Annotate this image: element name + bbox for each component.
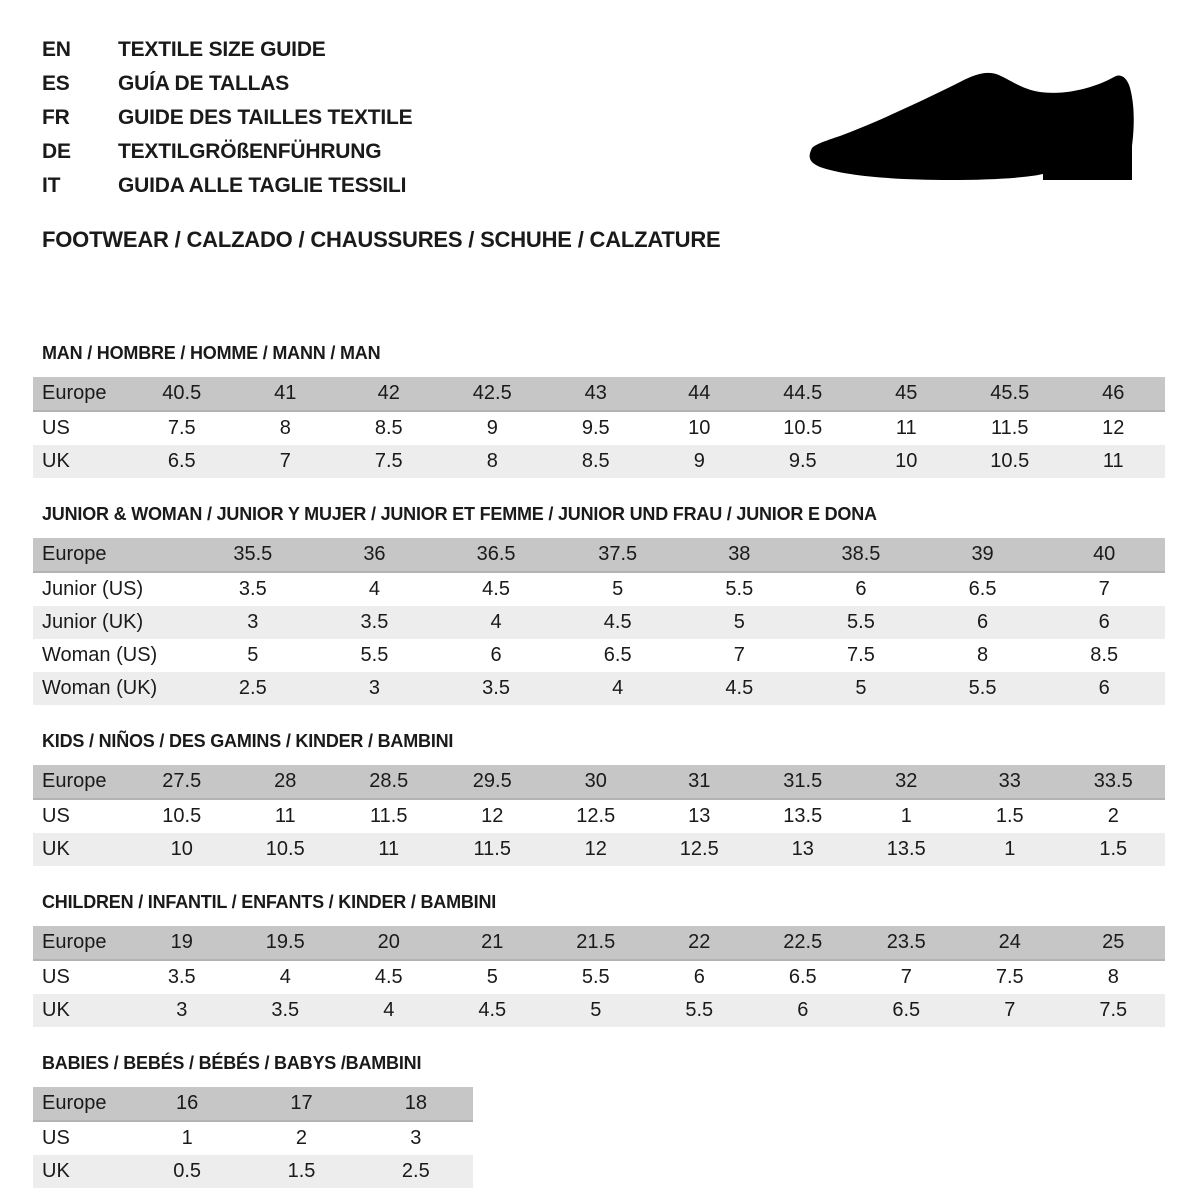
size-cell: 23.5 xyxy=(855,926,959,960)
size-cell: 13 xyxy=(791,838,814,860)
size-cell: 28 xyxy=(234,765,338,799)
size-section-man xyxy=(33,343,1165,478)
size-cell: 7.5 xyxy=(847,644,875,666)
size-cell: 6 xyxy=(855,578,867,600)
size-cell: 31 xyxy=(648,765,752,799)
row-label: UK xyxy=(42,838,70,860)
size-cell: 41 xyxy=(234,377,338,411)
size-cell: 24 xyxy=(958,926,1062,960)
size-cell: 8.5 xyxy=(374,417,403,439)
size-cell: 6.5 xyxy=(968,578,997,600)
size-cell: 8.5 xyxy=(1090,644,1119,666)
size-cell: 12.5 xyxy=(679,838,719,860)
size-cell: 5.5 xyxy=(685,999,714,1021)
size-cell: 33.5 xyxy=(1062,765,1166,799)
size-cell: 11.5 xyxy=(370,805,408,827)
language-code: EN xyxy=(42,38,71,61)
size-cell: 8 xyxy=(279,417,291,439)
size-cell: 9.5 xyxy=(788,450,817,472)
size-cell: 29.5 xyxy=(441,765,545,799)
size-cell: 38 xyxy=(679,538,801,572)
row-label: Junior (US) xyxy=(42,578,144,600)
size-table-junior-woman xyxy=(33,538,1165,705)
size-cell: 22.5 xyxy=(751,926,855,960)
size-section-junior-woman xyxy=(33,504,1165,705)
size-cell: 11 xyxy=(895,417,917,439)
size-cell: 4.5 xyxy=(482,578,510,600)
size-cell: 4.5 xyxy=(725,677,754,699)
size-cell: 5 xyxy=(590,999,602,1021)
size-cell: 7 xyxy=(900,966,912,988)
size-cell: 2 xyxy=(295,1127,308,1149)
size-cell: 6 xyxy=(490,644,502,666)
size-cell: 10 xyxy=(895,450,918,472)
table-row-babies-us xyxy=(33,1121,473,1155)
table-row-kids-europe xyxy=(33,765,1165,799)
size-cell: 11 xyxy=(274,805,296,827)
size-cell: 5 xyxy=(855,677,867,699)
size-table-children xyxy=(33,926,1165,1027)
table-row-junior-woman-woman-uk xyxy=(33,672,1165,705)
language-code: ES xyxy=(42,72,70,95)
language-code: DE xyxy=(42,140,71,163)
row-label: UK xyxy=(42,450,70,472)
section-title-babies: BABIES / BEBÉS / BÉBÉS / BABYS /BAMBINI xyxy=(42,1053,422,1073)
size-cell: 6.5 xyxy=(603,644,632,666)
size-cell: 16 xyxy=(130,1087,244,1121)
size-cell: 5 xyxy=(486,966,498,988)
size-cell: 2.5 xyxy=(401,1160,430,1182)
size-table-kids xyxy=(33,765,1165,866)
size-cell: 6 xyxy=(693,966,705,988)
size-cell: 40.5 xyxy=(130,377,234,411)
size-cell: 5.5 xyxy=(581,966,610,988)
size-cell: 3.5 xyxy=(360,611,389,633)
row-label: US xyxy=(42,966,70,988)
size-cell: 12 xyxy=(1102,417,1125,439)
language-guide-title: TEXTILGRÖßENFÜHRUNG xyxy=(118,140,382,163)
size-cell: 4 xyxy=(612,677,624,699)
size-cell: 3.5 xyxy=(271,999,300,1021)
size-cell: 7 xyxy=(733,644,745,666)
size-cell: 10 xyxy=(170,838,193,860)
size-cell: 12.5 xyxy=(576,805,616,827)
size-cell: 30 xyxy=(544,765,648,799)
size-cell: 11 xyxy=(1102,450,1124,472)
row-label: Europe xyxy=(33,538,192,572)
size-cell: 19 xyxy=(130,926,234,960)
size-cell: 11 xyxy=(378,838,400,860)
row-label: Woman (UK) xyxy=(42,677,158,699)
size-cell: 6 xyxy=(797,999,809,1021)
size-cell: 7.5 xyxy=(1099,999,1128,1021)
size-cell: 6 xyxy=(1098,611,1110,633)
size-cell: 10.5 xyxy=(265,838,305,860)
size-cell: 42.5 xyxy=(441,377,545,411)
size-cell: 12 xyxy=(584,838,607,860)
size-cell: 21.5 xyxy=(544,926,648,960)
size-cell: 4 xyxy=(368,578,380,600)
size-cell: 4.5 xyxy=(478,999,507,1021)
size-cell: 36 xyxy=(314,538,436,572)
row-label: UK xyxy=(42,999,70,1021)
size-cell: 8 xyxy=(1107,966,1119,988)
size-cell: 6 xyxy=(977,611,989,633)
size-cell: 9.5 xyxy=(581,417,610,439)
size-cell: 45 xyxy=(855,377,959,411)
size-cell: 44 xyxy=(648,377,752,411)
size-cell: 11.5 xyxy=(473,838,511,860)
table-row-kids-uk xyxy=(33,833,1165,866)
size-cell: 1 xyxy=(181,1127,193,1149)
size-cell: 3 xyxy=(368,677,380,699)
language-guide-title: GUIDE DES TAILLES TEXTILE xyxy=(118,106,413,129)
size-cell: 4 xyxy=(279,966,291,988)
table-row-man-us xyxy=(33,411,1165,445)
table-row-junior-woman-woman-us xyxy=(33,639,1165,672)
size-tables xyxy=(0,343,1200,1188)
size-cell: 9 xyxy=(486,417,498,439)
size-cell: 5.5 xyxy=(847,611,875,633)
size-cell: 7.5 xyxy=(167,417,196,439)
size-cell: 1 xyxy=(900,805,912,827)
row-label: UK xyxy=(42,1160,70,1182)
table-row-man-uk xyxy=(33,445,1165,478)
row-label: Europe xyxy=(33,765,130,799)
size-cell: 3.5 xyxy=(167,966,196,988)
size-cell: 1.5 xyxy=(995,805,1024,827)
dress-shoe-icon xyxy=(800,70,1145,188)
size-cell: 13.5 xyxy=(783,805,823,827)
size-cell: 40 xyxy=(1043,538,1165,572)
section-title-junior-woman: JUNIOR & WOMAN / JUNIOR Y MUJER / JUNIOR ET FEMME / JUNIOR UND FRAU / JUNIOR E DONA xyxy=(42,504,877,524)
size-cell: 0.5 xyxy=(173,1160,202,1182)
size-cell: 33 xyxy=(958,765,1062,799)
size-cell: 2.5 xyxy=(238,677,267,699)
table-row-junior-woman-junior-uk xyxy=(33,606,1165,639)
table-row-children-uk xyxy=(33,994,1165,1027)
row-label: Europe xyxy=(33,1087,130,1121)
size-cell: 7.5 xyxy=(374,450,403,472)
size-table-man xyxy=(33,377,1165,478)
table-row-children-europe xyxy=(33,926,1165,960)
size-cell: 4.5 xyxy=(374,966,403,988)
size-cell: 13.5 xyxy=(886,838,926,860)
size-cell: 4.5 xyxy=(603,611,632,633)
size-cell: 1.5 xyxy=(1099,838,1128,860)
size-cell: 10.5 xyxy=(990,450,1030,472)
size-cell: 12 xyxy=(481,805,504,827)
size-cell: 27.5 xyxy=(130,765,234,799)
size-section-babies xyxy=(33,1053,1165,1188)
size-cell: 39 xyxy=(922,538,1044,572)
size-cell: 35.5 xyxy=(192,538,314,572)
size-cell: 1 xyxy=(1004,838,1016,860)
language-guide-title: TEXTILE SIZE GUIDE xyxy=(118,38,326,61)
size-table-babies xyxy=(33,1087,473,1188)
language-guide-title: GUÍA DE TALLAS xyxy=(118,72,290,95)
section-title-children: CHILDREN / INFANTIL / ENFANTS / KINDER / BAMBINI xyxy=(42,892,497,912)
row-label: Junior (UK) xyxy=(42,611,144,633)
size-section-children xyxy=(33,892,1165,1027)
size-cell: 17 xyxy=(244,1087,358,1121)
size-cell: 4 xyxy=(383,999,395,1021)
size-cell: 43 xyxy=(544,377,648,411)
row-label: Woman (US) xyxy=(42,644,158,666)
size-cell: 3 xyxy=(410,1127,422,1149)
table-row-man-europe xyxy=(33,377,1165,411)
size-cell: 1.5 xyxy=(287,1160,316,1182)
size-cell: 5 xyxy=(247,644,259,666)
table-row-children-us xyxy=(33,960,1165,994)
size-cell: 21 xyxy=(441,926,545,960)
size-cell: 13 xyxy=(688,805,711,827)
size-cell: 18 xyxy=(359,1087,473,1121)
size-section-kids xyxy=(33,731,1165,866)
size-cell: 7 xyxy=(1004,999,1016,1021)
size-cell: 5 xyxy=(733,611,745,633)
table-row-kids-us xyxy=(33,799,1165,833)
size-cell: 22 xyxy=(648,926,752,960)
size-cell: 4 xyxy=(490,611,502,633)
size-cell: 37.5 xyxy=(557,538,679,572)
size-cell: 31.5 xyxy=(751,765,855,799)
size-cell: 7 xyxy=(279,450,291,472)
size-cell: 3.5 xyxy=(482,677,510,699)
size-cell: 38.5 xyxy=(800,538,922,572)
language-guide-title: GUIDA ALLE TAGLIE TESSILI xyxy=(118,174,407,197)
size-cell: 8.5 xyxy=(581,450,610,472)
size-cell: 42 xyxy=(337,377,441,411)
size-cell: 10 xyxy=(688,417,711,439)
size-cell: 5 xyxy=(612,578,624,600)
size-cell: 6.5 xyxy=(788,966,817,988)
size-cell: 46 xyxy=(1062,377,1166,411)
size-cell: 8 xyxy=(486,450,498,472)
table-row-junior-woman-europe xyxy=(33,538,1165,572)
size-cell: 5.5 xyxy=(360,644,389,666)
size-cell: 45.5 xyxy=(958,377,1062,411)
table-row-junior-woman-junior-us xyxy=(33,572,1165,606)
size-cell: 3 xyxy=(247,611,259,633)
size-cell: 20 xyxy=(337,926,441,960)
row-label: Europe xyxy=(33,377,130,411)
language-code: IT xyxy=(42,174,61,197)
size-cell: 7.5 xyxy=(995,966,1024,988)
language-code: FR xyxy=(42,106,70,129)
section-title-man: MAN / HOMBRE / HOMME / MANN / MAN xyxy=(42,343,381,363)
size-cell: 9 xyxy=(693,450,705,472)
row-label: US xyxy=(42,1127,70,1149)
size-cell: 6.5 xyxy=(892,999,921,1021)
size-cell: 11.5 xyxy=(991,417,1029,439)
row-label: US xyxy=(42,805,70,827)
category-line: FOOTWEAR / CALZADO / CHAUSSURES / SCHUHE / CALZATURE xyxy=(42,227,721,252)
size-cell: 8 xyxy=(977,644,989,666)
size-cell: 2 xyxy=(1107,805,1119,827)
table-row-babies-uk xyxy=(33,1155,473,1188)
size-cell: 44.5 xyxy=(751,377,855,411)
row-label: Europe xyxy=(33,926,130,960)
table-row-babies-europe xyxy=(33,1087,473,1121)
size-cell: 19.5 xyxy=(234,926,338,960)
size-cell: 6 xyxy=(1098,677,1110,699)
size-cell: 5.5 xyxy=(968,677,997,699)
size-cell: 3 xyxy=(176,999,188,1021)
size-cell: 10.5 xyxy=(162,805,202,827)
language-row xyxy=(42,33,1200,67)
size-cell: 3.5 xyxy=(238,578,267,600)
size-cell: 7 xyxy=(1098,578,1110,600)
section-title-kids: KIDS / NIÑOS / DES GAMINS / KINDER / BAMBINI xyxy=(42,731,454,751)
row-label: US xyxy=(42,417,70,439)
size-cell: 28.5 xyxy=(337,765,441,799)
size-cell: 36.5 xyxy=(435,538,557,572)
size-cell: 6.5 xyxy=(167,450,196,472)
size-cell: 5.5 xyxy=(725,578,754,600)
size-cell: 10.5 xyxy=(783,417,823,439)
size-cell: 32 xyxy=(855,765,959,799)
size-cell: 25 xyxy=(1062,926,1166,960)
